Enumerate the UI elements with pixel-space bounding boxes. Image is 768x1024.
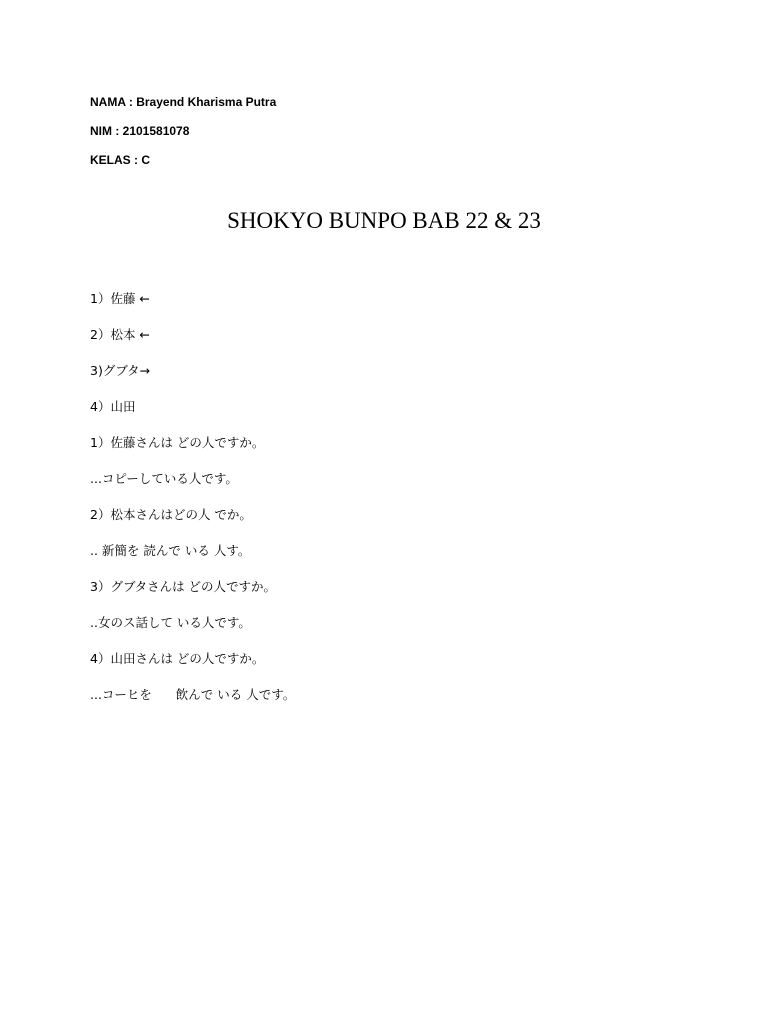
answer-line: ...コピーしている人です。 (90, 471, 238, 486)
answer-line: 4）山田 (90, 399, 136, 414)
answer-line: 4）山田さんは どの人ですか。 (90, 651, 265, 666)
answer-line: 2）松本 ← (90, 327, 150, 342)
answer-list (90, 291, 295, 723)
student-name: NAMA : Brayend Kharisma Putra (90, 95, 277, 109)
answer-line: .. 新簡を 読んで いる 人す。 (90, 543, 251, 558)
student-id: NIM : 2101581078 (90, 124, 190, 138)
answer-line: 3）グブタさんは どの人ですか。 (90, 579, 277, 594)
answer-line: 1）佐藤 ← (90, 291, 150, 306)
answer-line: ..女のス話して いる人です。 (90, 615, 251, 630)
answer-line: 1）佐藤さんは どの人ですか。 (90, 435, 265, 450)
student-class: KELAS : C (90, 153, 150, 167)
answer-line: 2）松本さんはどの人 でか。 (90, 507, 252, 522)
answer-line: 3)グブタ→ (90, 363, 150, 378)
document-title: SHOKYO BUNPO BAB 22 & 23 (227, 208, 541, 233)
answer-line: ...コーヒを 飲んで いる 人です。 (90, 687, 296, 702)
